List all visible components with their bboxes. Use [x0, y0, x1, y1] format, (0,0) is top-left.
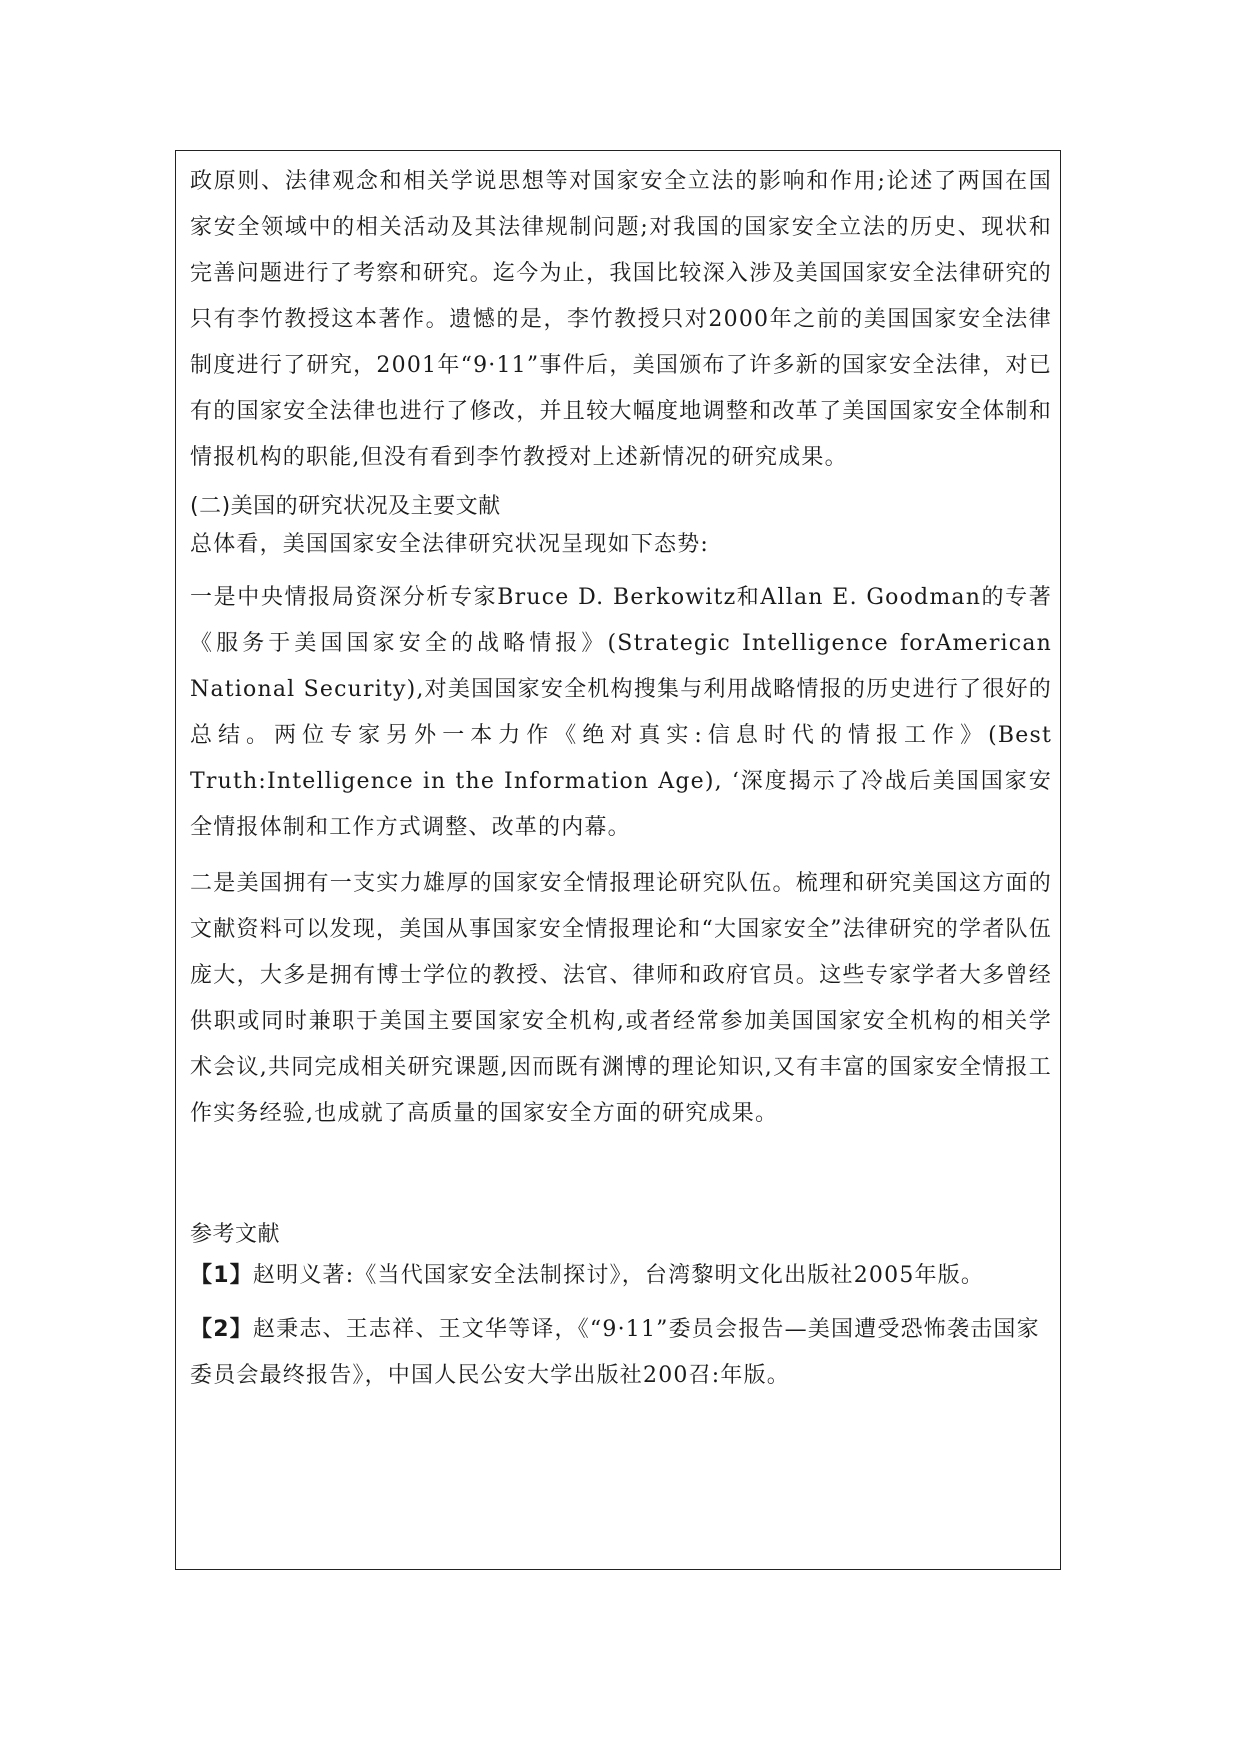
section-heading: (二)美国的研究状况及主要文献 — [190, 494, 501, 519]
document-frame — [175, 150, 1061, 1570]
document-content — [190, 159, 1052, 1399]
reference-text: 赵明义著:《当代国家安全法制探讨》，台湾黎明文化出版社2005年版。 — [252, 1263, 985, 1288]
reference-number: 【1】 — [190, 1263, 253, 1288]
reference-number: 【2】 — [190, 1317, 253, 1342]
point-one-paragraph: 一是中央情报局资深分析专家Bruce D. Berkowitz和Allan E. Goodman的专著《服务于美国国家安全的战略情报》(Strategic Intelligence forAmerican National Security),对美国国家安全机构搜集与利用战略情报的历史进行了很好的总结。两位专家另外一本力作《绝对真实:信息时代的情报工作》(Best Truth:Intelligence in the Information Age), ‘深度揭示了冷战后美国国家安全情报体制和工作方式调整、改革的内幕。 — [190, 585, 1052, 840]
intro-paragraph: 总体看，美国国家安全法律研究状况呈现如下态势: — [190, 532, 710, 557]
point-two-paragraph: 二是美国拥有一支实力雄厚的国家安全情报理论研究队伍。梳理和研究美国这方面的文献资料可以发现，美国从事国家安全情报理论和“大国家安全”法律研究的学者队伍庞大，大多是拥有博士学位的教授、法官、律师和政府官员。这些专家学者大多曾经供职或同时兼职于美国主要国家安全机构,或者经常参加美国国家安全机构的相关学术会议,共同完成相关研究课题,因而既有渊博的理论知识,又有丰富的国家安全情报工作实务经验,也成就了高质量的国家安全方面的研究成果。 — [190, 871, 1052, 1126]
reference-item — [190, 1307, 1052, 1399]
reference-text: 赵秉志、王志祥、王文华等译，《“9·11”委员会报告—美国遭受恐怖袭击国家委员会最终报告》，中国人民公安大学出版社200召:年版。 — [190, 1317, 1040, 1388]
reference-item — [190, 1253, 1052, 1299]
references-heading: 参考文献 — [190, 1222, 281, 1247]
paragraph-continued: 政原则、法律观念和相关学说思想等对国家安全立法的影响和作用;论述了两国在国家安全领域中的相关活动及其法律规制问题;对我国的国家安全立法的历史、现状和完善问题进行了考察和研究。迄今为止，我国比较深入涉及美国国家安全法律研究的只有李竹教授这本著作。遗憾的是，李竹教授只对2000年之前的美国国家安全法律制度进行了研究，2001年“9·11”事件后，美国颁布了许多新的国家安全法律，对已有的国家安全法律也进行了修改，并且较大幅度地调整和改革了美国国家安全体制和情报机构的职能,但没有看到李竹教授对上述新情况的研究成果。 — [190, 169, 1052, 470]
